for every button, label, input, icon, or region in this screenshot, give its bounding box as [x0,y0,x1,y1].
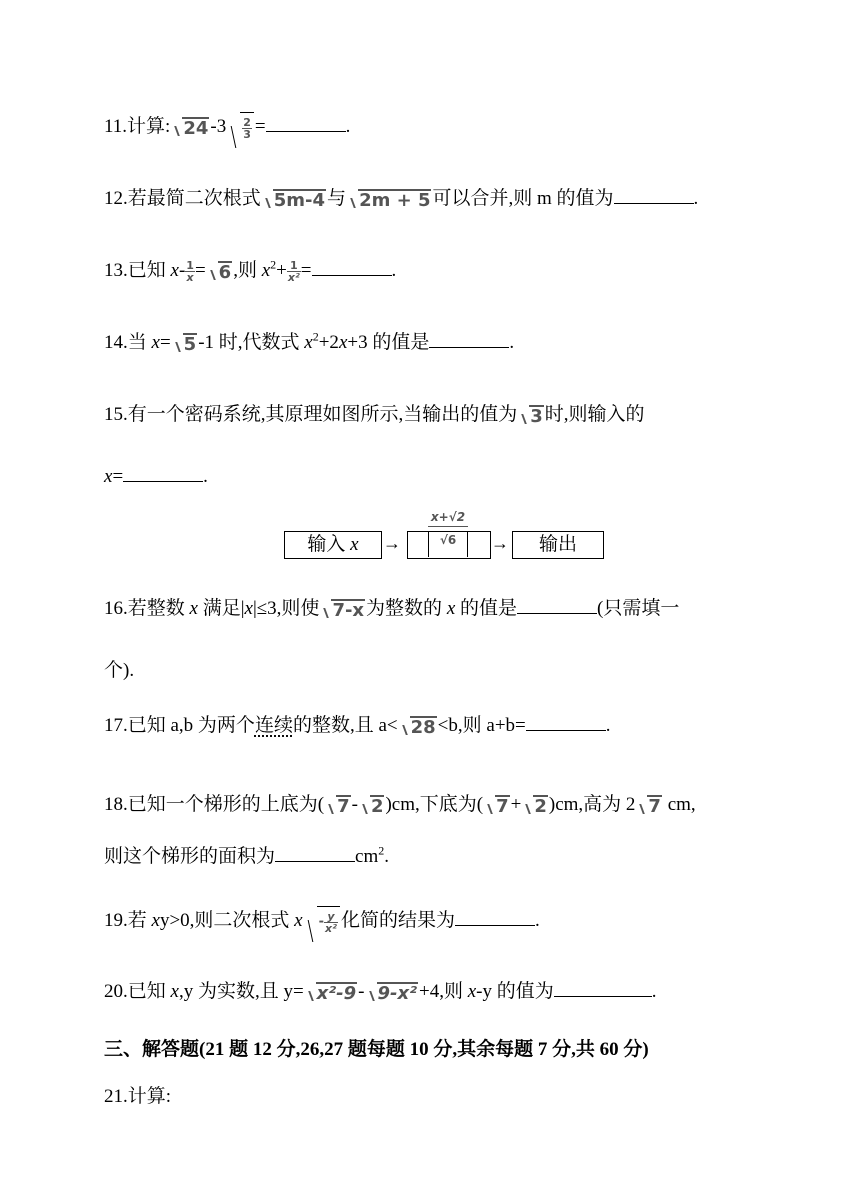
formula-line [428,526,468,527]
input-box: 输入 x [284,531,382,559]
fraction-1-x: $\frac{1}{x}$ [186,259,194,285]
question-16-line2: 个). [104,660,135,681]
sqrt-3: 3 [518,405,544,427]
question-14: 14.当 x= 5 -1 时,代数式 $x^2+2x+3$ 的值是 . [104,329,515,355]
answer-blank-13[interactable] [312,257,392,276]
answer-blank-19[interactable] [455,907,535,926]
answer-blank-11[interactable] [266,113,346,132]
answer-blank-16[interactable] [517,595,597,614]
fraction-y-x2: $\frac{y}{\text{x²}}$ [325,910,337,936]
sqrt-28: 28 [399,716,437,738]
fraction-1-x2: $\frac{1}{\text{x²}}$ [287,259,300,285]
sqrt-7: 7 [325,795,351,817]
question-12: 12.若最简二次根式 5m-4 与 2m + 5 可以合并,则 m 的值为 . [104,185,698,213]
question-11: 11.计算: 24 -3 $\frac{2}{3}$ = . [104,112,350,143]
question-20: 20.已知 x,y 为实数,且 y= x²-9 - 9-x² +4,则 x-y 的值为 . [104,978,656,1006]
sqrt-2: 2 [359,795,385,817]
question-18: 18.已知一个梯形的上底为( 7 - 2 )cm,下底为( 7 + 2 )cm,高为 2 7 cm, [104,794,696,817]
answer-blank-17[interactable] [526,712,606,731]
sqrt-9-x2: 9-x² [366,982,419,1004]
sqrt-5: 5 [172,333,198,355]
sqrt-7: 7 [484,795,510,817]
question-16: 16.若整数 x 满足|x|≤3,则使 7-x 为整数的 x 的值是 (只需填一 [104,595,679,623]
sqrt-24: 24 [171,117,209,139]
q11-label: 11.计算: [104,115,171,137]
question-15: 15.有一个密码系统,其原理如图所示,当输出的值为 3 时,则输入的 [104,404,645,427]
sqrt-x2-9: x²-9 [305,982,358,1004]
answer-blank-15[interactable] [123,463,203,482]
answer-blank-12[interactable] [614,185,694,204]
question-17: 17.已知 a,b 为两个连续的整数,且 a< 28 <b,则 a+b= . [104,712,611,740]
answer-blank-18[interactable] [275,843,355,862]
output-box: 输出 [512,531,604,559]
formula-denominator: √6 [439,533,457,547]
fraction-2-3: $\frac{2}{3}$ [243,116,251,142]
question-19: 19.若 xy>0,则二次根式 x - $\frac{y}{\text{x²}}$ 化简的结果为 . [104,906,540,938]
answer-blank-20[interactable] [554,978,652,997]
sqrt-neg-y-over-x2: - $\frac{y}{\text{x²}}$ [303,906,340,938]
sqrt-2m-5: 2m + 5 [347,189,431,211]
formula-numerator: x+√2 [430,510,466,524]
sqrt-5m-4: 5m-4 [262,189,326,211]
question-21: 21.计算: [104,1086,172,1107]
arrow-icon: → [383,533,401,553]
sqrt-6: 6 [207,261,233,283]
sqrt-fraction [226,112,254,143]
question-18-line2: 则这个梯形的面积为 $cm^2$. [104,843,389,867]
sqrt-2: 2 [522,795,548,817]
arrow-icon: → [491,533,509,553]
section-3-title: 三、解答题(21 题 12 分,26,27 题每题 10 分,其余每题 7 分,共 60 分) [104,1039,649,1060]
sqrt-7-x: 7-x [320,599,365,621]
question-13: 13.已知 x- $\frac{1}{x}$ = 6 ,则 $x^2+$ $\frac{1}{\text{x²}}$ = . [104,257,397,285]
sqrt-7: 7 [636,795,662,817]
question-15-line2: x= . [104,463,208,491]
answer-blank-14[interactable] [429,329,509,348]
